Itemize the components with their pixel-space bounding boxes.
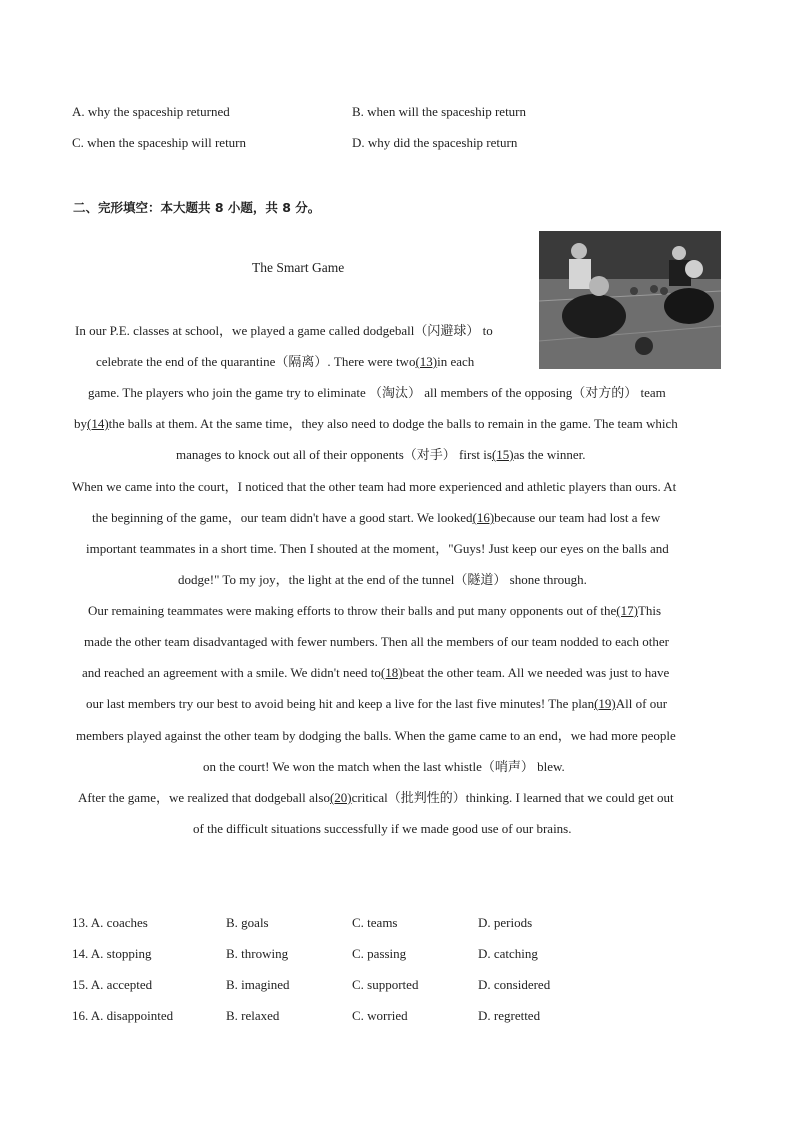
- option-a-prev: A. why the spaceship returned: [72, 104, 230, 119]
- q14-option-c: C. passing: [352, 946, 407, 961]
- q16-option-c: C. worried: [352, 1008, 408, 1023]
- q13-option-b: B. goals: [226, 915, 269, 930]
- passage-line-4: by(14)the balls at them. At the same time，they also need to dodge the balls to remain in the game. The team which: [74, 416, 678, 431]
- blank-17: (17): [616, 603, 638, 618]
- passage-line-16: After the game，we realized that dodgeball also(20)critical（批判性的）thinking. I learned that we could get out: [78, 790, 674, 805]
- passage-line-11: made the other team disadvantaged with fewer numbers. Then all the members of our team nodded to each other: [84, 634, 669, 649]
- passage-line-1: In our P.E. classes at school，we played a game called dodgeball（闪避球） to: [75, 323, 493, 338]
- q13-option-a: 13. A. coaches: [72, 915, 148, 930]
- q15-option-b: B. imagined: [226, 977, 290, 992]
- dodgeball-players-photo: [539, 231, 721, 369]
- passage-line-12: and reached an agreement with a smile. We didn't need to(18)beat the other team. All we needed was just to have: [82, 665, 670, 680]
- section-heading: 二、完形填空：本大题共 8 小题，共 8 分。: [73, 200, 321, 215]
- passage-line-3: game. The players who join the game try to eliminate （淘汰） all members of the opposing（对方的） team: [88, 385, 666, 400]
- passage-line-14: members played against the other team by dodging the balls. When the game came to an end，we had more people: [76, 728, 676, 743]
- option-d-prev: D. why did the spaceship return: [352, 135, 518, 150]
- q16-option-a: 16. A. disappointed: [72, 1008, 174, 1023]
- q15-option-a: 15. A. accepted: [72, 977, 153, 992]
- passage-line-10: Our remaining teammates were making efforts to throw their balls and put many opponents out of the(17)This: [88, 603, 662, 618]
- q14-option-a: 14. A. stopping: [72, 946, 152, 961]
- option-c-prev: C. when the spaceship will return: [72, 135, 247, 150]
- passage-line-9: dodge!" To my joy，the light at the end of the tunnel（隧道） shone through.: [178, 572, 587, 587]
- passage-line-13: our last members try our best to avoid being hit and keep a live for the last five minutes! The plan(19)All of our: [86, 696, 668, 711]
- blank-19: (19): [594, 696, 616, 711]
- dodgeball-players-photo-icon: [539, 231, 721, 369]
- passage-line-5: manages to knock out all of their opponents（对手） first is(15)as the winner.: [176, 447, 586, 462]
- passage-line-17: of the difficult situations successfully if we made good use of our brains.: [193, 821, 572, 836]
- blank-13: (13): [415, 354, 438, 369]
- q14-option-b: B. throwing: [226, 946, 289, 961]
- option-b-prev: B. when will the spaceship return: [352, 104, 527, 119]
- passage-line-2: celebrate the end of the quarantine（隔离）. There were two(13)in each: [96, 354, 475, 369]
- passage-line-15: on the court! We won the match when the last whistle（哨声） blew.: [203, 759, 565, 774]
- passage-line-7: the beginning of the game，our team didn't have a good start. We looked(16)because our team had lost a few: [92, 510, 661, 525]
- blank-20: (20): [329, 790, 352, 805]
- blank-15: (15): [491, 447, 514, 462]
- q13-option-d: D. periods: [478, 915, 533, 930]
- passage-line-6: When we came into the court，I noticed that the other team had more experienced and athletic players than ours. At: [72, 479, 677, 494]
- blank-16: (16): [472, 510, 495, 525]
- q13-option-c: C. teams: [352, 915, 398, 930]
- passage-line-8: important teammates in a short time. Then I shouted at the moment，"Guys! Just keep our eyes on the balls and: [86, 541, 669, 556]
- passage-title: The Smart Game: [252, 260, 345, 275]
- blank-18: (18): [380, 665, 403, 680]
- blank-14: (14): [87, 416, 109, 431]
- q16-option-d: D. regretted: [478, 1008, 541, 1023]
- q15-option-d: D. considered: [478, 977, 551, 992]
- q14-option-d: D. catching: [478, 946, 538, 961]
- q15-option-c: C. supported: [352, 977, 419, 992]
- q16-option-b: B. relaxed: [226, 1008, 280, 1023]
